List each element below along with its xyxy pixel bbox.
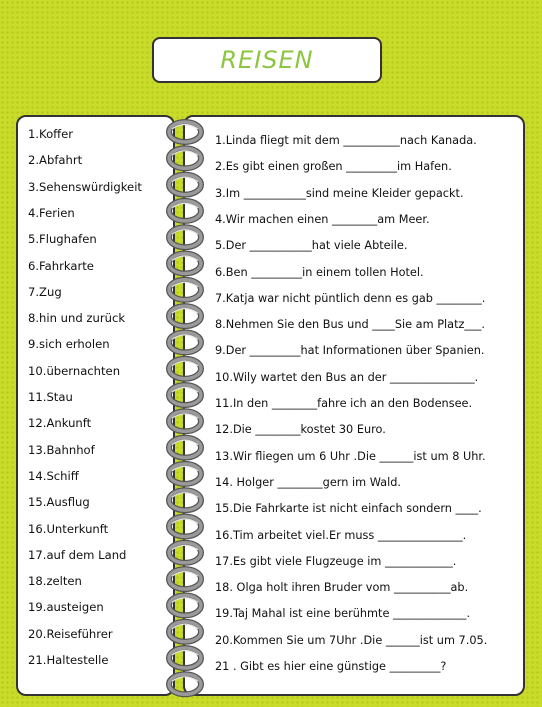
exercise-sentence: 20.Kommen Sie um 7Uhr .Die ______ist um 7.05.	[215, 633, 488, 647]
exercise-sentence: 13.Wir fliegen um 6 Uhr .Die ______ist um 8 Uhr.	[215, 449, 486, 463]
spiral-ring-icon	[169, 622, 201, 642]
exercise-sentence: 3.Im ___________sind meine Kleider gepackt.	[215, 186, 464, 200]
spiral-ring-icon	[169, 464, 201, 484]
vocabulary-item: 21.Haltestelle	[28, 653, 109, 667]
spiral-ring-icon	[169, 306, 201, 326]
exercise-sentence: 1.Linda fliegt mit dem __________nach Kanada.	[215, 134, 477, 147]
spiral-ring-icon	[169, 569, 201, 589]
spiral-ring-icon	[169, 332, 201, 352]
exercise-sentence: 19.Taj Mahal ist eine berühmte _____________.	[215, 607, 471, 621]
vocabulary-item: 20.Reiseführer	[28, 626, 113, 641]
spiral-ring-icon	[169, 438, 201, 458]
vocabulary-item: 13.Bahnhof	[28, 442, 95, 457]
exercise-sentence: 11.In den ________fahre ich an den Bodensee.	[215, 397, 473, 410]
spiral-ring-icon	[169, 148, 201, 168]
spiral-binding	[150, 112, 220, 702]
exercise-sentence: 17.Es gibt viele Flugzeuge im ____________.	[215, 554, 457, 568]
vocabulary-item: 19.austeigen	[28, 600, 104, 615]
spiral-ring-icon	[169, 674, 201, 694]
vocabulary-item: 8.hin und zurück	[28, 311, 126, 326]
exercise-sentence: 5.Der ___________hat viele Abteile.	[215, 239, 408, 253]
exercise-sentence: 21 . Gibt es hier eine günstige _________?	[215, 660, 447, 673]
exercise-sentence: 12.Die ________kostet 30 Euro.	[215, 423, 386, 437]
exercise-sentence: 7.Katja war nicht püntlich denn es gab ________.	[215, 291, 486, 305]
vocabulary-item: 2.Abfahrt	[28, 153, 83, 168]
vocabulary-item: 4.Ferien	[28, 205, 75, 220]
exercise-sentence: 14. Holger ________gern im Wald.	[215, 475, 401, 489]
vocabulary-item: 15.Ausflug	[28, 495, 90, 510]
spiral-ring-icon	[169, 201, 201, 221]
spiral-ring-icon	[169, 543, 201, 563]
spiral-ring-icon	[169, 175, 201, 195]
spiral-ring-icon	[169, 490, 201, 510]
exercise-sentence: 2.Es gibt einen großen _________im Hafen.	[215, 160, 452, 174]
spiral-ring-icon	[169, 280, 201, 300]
spiral-ring-icon	[169, 227, 201, 247]
spiral-ring-icon	[169, 648, 201, 668]
spiral-ring-icon	[169, 359, 201, 379]
spiral-ring-icon	[169, 385, 201, 405]
title-box	[152, 37, 382, 83]
vocabulary-item: 11.Stau	[28, 390, 73, 404]
sentences-panel	[183, 115, 525, 696]
vocabulary-item: 18.zelten	[28, 574, 82, 589]
exercise-sentence: 18. Olga holt ihren Bruder vom __________ab.	[215, 581, 469, 595]
vocabulary-item: 12.Ankunft	[28, 416, 92, 431]
exercise-sentence: 9.Der _________hat Informationen über Spanien.	[215, 344, 485, 358]
vocabulary-item: 14.Schiff	[28, 468, 79, 483]
vocabulary-item: 17.auf dem Land	[28, 547, 127, 562]
spiral-ring-icon	[169, 254, 201, 274]
exercise-sentence: 6.Ben _________in einem tollen Hotel.	[215, 265, 424, 279]
spiral-ring-icon	[169, 595, 201, 615]
exercise-sentence: 15.Die Fahrkarte ist nicht einfach sondern ____.	[215, 502, 482, 516]
page-title: REISEN	[220, 46, 314, 74]
vocabulary-item: 10.übernachten	[28, 363, 121, 378]
exercise-sentence: 8.Nehmen Sie den Bus und ____Sie am Platz___.	[215, 318, 485, 332]
vocabulary-item: 9.sich erholen	[28, 337, 110, 352]
spiral-ring-icon	[169, 122, 201, 142]
exercise-sentence: 4.Wir machen einen ________am Meer.	[215, 212, 430, 226]
vocabulary-item: 7.Zug	[28, 284, 62, 299]
vocabulary-item: 3.Sehenswürdigkeit	[28, 179, 142, 194]
vocabulary-item: 5.Flughafen	[28, 232, 97, 247]
exercise-sentence: 16.Tim arbeitet viel.Er muss _______________.	[215, 528, 467, 542]
vocabulary-item: 6.Fahrkarte	[28, 258, 94, 273]
spiral-ring-icon	[169, 411, 201, 431]
exercise-sentence: 10.Wily wartet den Bus an der _______________.	[215, 370, 479, 384]
vocabulary-item: 16.Unterkunft	[28, 521, 109, 536]
vocabulary-item: 1.Koffer	[28, 127, 74, 141]
spiral-ring-icon	[169, 517, 201, 537]
